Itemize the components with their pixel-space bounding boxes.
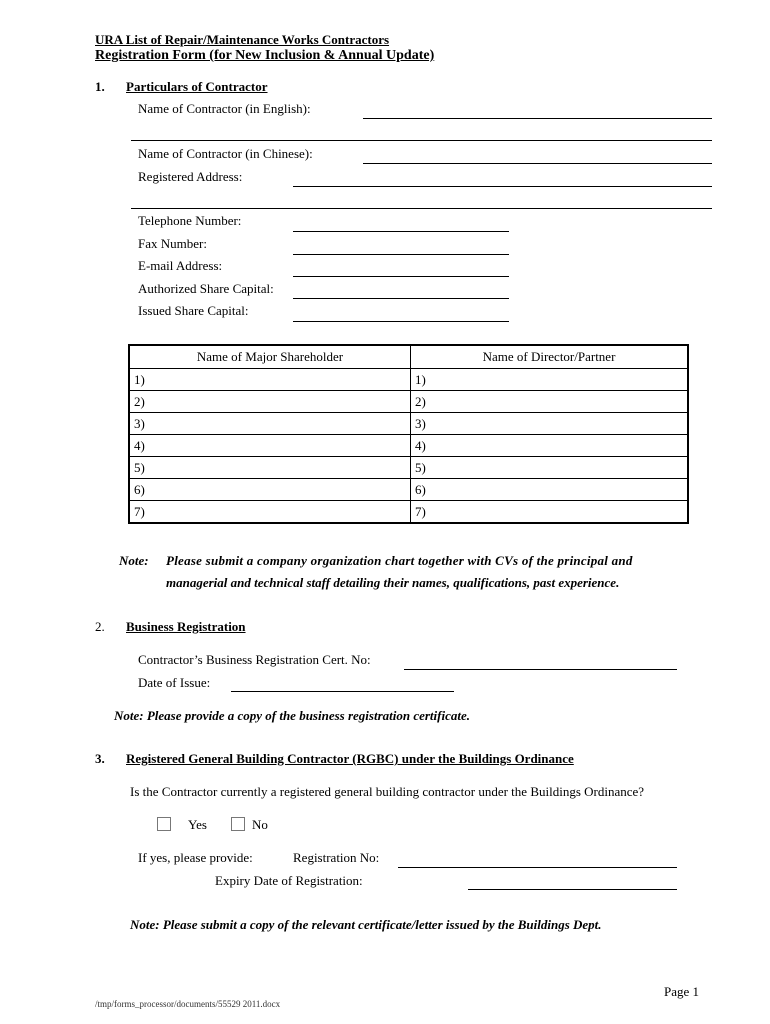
issue-date-field[interactable] [231, 691, 454, 692]
shareholder-cell[interactable]: 2) [129, 391, 411, 413]
br-cert-label: Contractor’s Business Registration Cert. No: [138, 652, 371, 667]
section1-title: Particulars of Contractor [126, 79, 268, 94]
table-header-row [129, 345, 688, 369]
expiry-date-label: Expiry Date of Registration: [215, 873, 363, 888]
issued-capital-label: Issued Share Capital: [138, 303, 249, 318]
yes-label: Yes [188, 817, 207, 832]
form-title: Registration Form (for New Inclusion & Annual Update) [95, 48, 435, 63]
registration-no-field[interactable] [398, 867, 677, 868]
shareholder-cell[interactable]: 4) [129, 435, 411, 457]
section3-note: Note: Please submit a copy of the relevant certificate/letter issued by the Buildings Dept. [130, 917, 602, 932]
table-row [129, 457, 688, 479]
director-cell[interactable]: 2) [411, 391, 689, 413]
yes-checkbox[interactable] [157, 817, 171, 831]
shareholder-cell[interactable]: 3) [129, 413, 411, 435]
telephone-label: Telephone Number: [138, 213, 242, 228]
email-field[interactable] [293, 276, 509, 277]
table-row [129, 369, 688, 391]
shareholder-cell[interactable]: 1) [129, 369, 411, 391]
section2-note: Note: Please provide a copy of the business registration certificate. [114, 708, 471, 723]
telephone-field[interactable] [293, 231, 509, 232]
shareholder-cell[interactable]: 6) [129, 479, 411, 501]
page-number: Page 1 [664, 984, 700, 999]
br-cert-field[interactable] [404, 669, 677, 670]
shareholder-column-header: Name of Major Shareholder [129, 345, 411, 369]
shareholder-director-table [128, 344, 689, 524]
section1-number: 1. [95, 79, 105, 94]
name-chinese-field[interactable] [363, 163, 712, 164]
fax-field[interactable] [293, 254, 509, 255]
director-cell[interactable]: 6) [411, 479, 689, 501]
name-chinese-label: Name of Contractor (in Chinese): [138, 146, 313, 161]
email-label: E-mail Address: [138, 258, 223, 273]
table-row [129, 479, 688, 501]
table-row [129, 391, 688, 413]
form-header-line1: URA List of Repair/Maintenance Works Contractors [95, 32, 390, 47]
section2-number: 2. [95, 619, 105, 634]
authorized-capital-label: Authorized Share Capital: [138, 281, 274, 296]
director-cell[interactable]: 3) [411, 413, 689, 435]
no-checkbox[interactable] [231, 817, 245, 831]
section2-title: Business Registration [126, 619, 246, 634]
section1-note-line1: Please submit a company organization chart together with CVs of the principal and [166, 553, 633, 568]
registration-no-label: Registration No: [293, 850, 380, 865]
expiry-date-field[interactable] [468, 889, 677, 890]
address-label: Registered Address: [138, 169, 243, 184]
fax-label: Fax Number: [138, 236, 207, 251]
table-row [129, 501, 688, 524]
no-label: No [252, 817, 268, 832]
table-row [129, 413, 688, 435]
address-field[interactable] [293, 186, 712, 187]
director-cell[interactable]: 1) [411, 369, 689, 391]
name-english-field-line2[interactable] [131, 140, 712, 141]
director-column-header: Name of Director/Partner [411, 345, 689, 369]
director-cell[interactable]: 5) [411, 457, 689, 479]
section1-note-line2: managerial and technical staff detailing their names, qualifications, past experience. [166, 575, 620, 590]
address-field-line2[interactable] [131, 208, 712, 209]
section3-number: 3. [95, 751, 105, 766]
shareholder-cell[interactable]: 5) [129, 457, 411, 479]
section3-title: Registered General Building Contractor (RGBC) under the Buildings Ordinance [126, 751, 574, 766]
director-cell[interactable]: 4) [411, 435, 689, 457]
name-english-label: Name of Contractor (in English): [138, 101, 311, 116]
section1-note-prefix: Note: [119, 553, 149, 568]
table-row [129, 435, 688, 457]
shareholder-cell[interactable]: 7) [129, 501, 411, 524]
name-english-field[interactable] [363, 118, 712, 119]
if-yes-label: If yes, please provide: [138, 850, 253, 865]
document-path: /tmp/forms_processor/documents/55529 2011.docx [95, 999, 281, 1009]
director-cell[interactable]: 7) [411, 501, 689, 524]
rgbc-question: Is the Contractor currently a registered general building contractor under the Buildings Ordinance? [130, 784, 645, 799]
authorized-capital-field[interactable] [293, 298, 509, 299]
issued-capital-field[interactable] [293, 321, 509, 322]
issue-date-label: Date of Issue: [138, 675, 211, 690]
